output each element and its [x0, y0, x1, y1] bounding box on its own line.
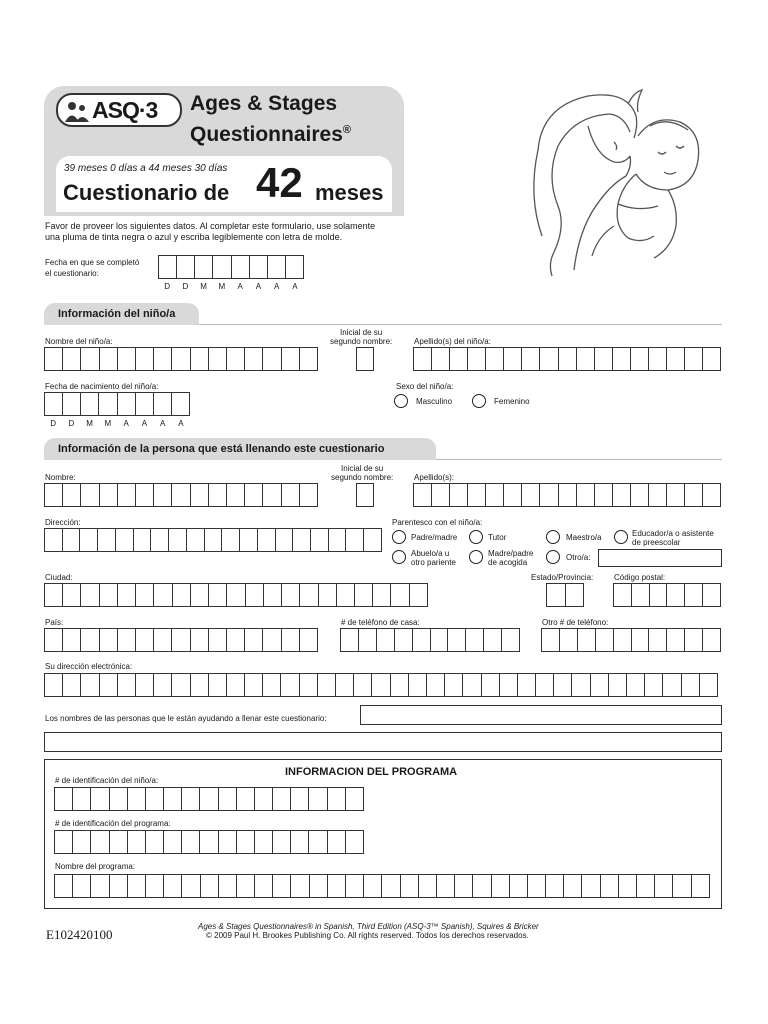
rel-foster-label-1: Madre/padre [488, 549, 534, 558]
state-field[interactable] [546, 583, 584, 607]
email-label: Su dirección electrónica: [45, 662, 133, 671]
completion-date-label-1: Fecha en que se completó [45, 258, 140, 267]
asq-logo [56, 93, 182, 127]
format-letter: A [255, 282, 262, 291]
format-letter: A [178, 419, 184, 428]
address-label: Dirección: [45, 518, 81, 527]
city-field[interactable] [44, 583, 428, 607]
child-birth-field[interactable] [44, 392, 190, 416]
rel-grandparent-radio[interactable] [392, 550, 406, 564]
rel-educator-radio[interactable] [614, 530, 628, 544]
format-letter: A [273, 282, 280, 291]
completion-date-field[interactable] [158, 255, 304, 279]
footer-code: E102420100 [46, 927, 113, 942]
child-sex-label: Sexo del niño/a: [396, 382, 454, 391]
format-letter: M [218, 282, 226, 291]
person-initial-field[interactable] [356, 483, 374, 507]
program-name-label: Nombre del programa: [55, 862, 136, 871]
rel-parent-radio[interactable] [392, 530, 406, 544]
format-letter: A [292, 282, 298, 291]
sex-female-radio[interactable] [472, 394, 486, 408]
person-section-title: Información de la persona que está llenando este cuestionario [44, 438, 436, 460]
intro-line-2: una pluma de tinta negra o azul y escriba legiblemente con letra de molde. [45, 232, 343, 242]
person-name-field[interactable] [44, 483, 318, 507]
format-letter: M [104, 419, 112, 428]
address-field[interactable] [44, 528, 382, 552]
home-phone-label: # de teléfono de casa: [341, 618, 420, 627]
sex-male-label: Masculino [416, 397, 453, 406]
format-letter: D [164, 282, 171, 291]
registered-mark: ® [342, 124, 351, 136]
rel-foster-label-2: de acogida [488, 558, 528, 567]
rel-tutor-label: Tutor [488, 533, 507, 542]
child-first-name-label: Nombre del niño/a: [45, 337, 113, 346]
child-initial-label-2: segundo nombre: [330, 337, 393, 346]
other-phone-label: Otro # de teléfono: [542, 618, 609, 627]
age-range: 39 meses 0 días a 44 meses 30 días [64, 163, 228, 174]
city-label: Ciudad: [45, 573, 73, 582]
rel-educator-label-1: Educador/a o asistente [632, 529, 714, 538]
rel-teacher-label: Maestro/a [566, 533, 602, 542]
zip-label: Código postal: [614, 573, 666, 582]
intro-line-1: Favor de proveer los siguientes datos. Al completar este formulario, use solamente [45, 221, 376, 231]
format-letter: A [123, 419, 129, 428]
child-first-name-field[interactable] [44, 347, 318, 371]
rel-grandparent-label-1: Abuelo/a u [411, 549, 450, 558]
format-letter: M [86, 419, 93, 428]
helpers-field-2[interactable] [44, 732, 722, 752]
country-field[interactable] [44, 628, 318, 652]
email-field[interactable] [44, 673, 718, 697]
person-last-name-label: Apellido(s): [414, 473, 455, 482]
child-initial-label-1: Inicial de su [340, 328, 383, 337]
rel-other-label: Otro/a: [566, 553, 591, 562]
helpers-field-1[interactable] [360, 705, 722, 725]
rel-teacher-radio[interactable] [546, 530, 560, 544]
rel-parent-label: Padre/madre [411, 533, 458, 542]
program-section-title: INFORMACION DEL PROGRAMA [285, 766, 458, 778]
relationship-label: Parentesco con el niño/a: [392, 518, 483, 527]
program-id-label: # de identificación del programa: [55, 819, 171, 828]
completion-date-label-2: el cuestionario: [45, 269, 99, 278]
rel-educator-label-2: de preescolar [632, 538, 681, 547]
person-initial-label-1: Inicial de su [341, 464, 384, 473]
format-letter: D [68, 419, 75, 428]
child-last-name-label: Apellido(s) del niño/a: [414, 337, 491, 346]
cuestionario-suffix: meses [315, 180, 384, 205]
person-last-name-field[interactable] [413, 483, 721, 507]
person-name-label: Nombre: [45, 473, 76, 482]
rel-foster-radio[interactable] [469, 550, 483, 564]
footer-credit-line-2: © 2009 Paul H. Brookes Publishing Co. All rights reserved. Todos los derechos reservados. [206, 931, 529, 940]
format-letter: A [237, 282, 243, 291]
format-letter: D [50, 419, 57, 428]
sex-female-label: Femenino [494, 397, 530, 406]
format-letter: D [182, 282, 189, 291]
logo-text: ASQ·3 [92, 97, 158, 123]
completion-date-format [158, 282, 304, 291]
child-last-name-field[interactable] [413, 347, 721, 371]
title-line-1: Ages & Stages [190, 92, 338, 115]
other-phone-field[interactable] [541, 628, 721, 652]
title-line-2-text: Questionnaires [190, 123, 343, 146]
rel-tutor-radio[interactable] [469, 530, 483, 544]
age-number: 42 [256, 159, 303, 206]
format-letter: A [159, 419, 166, 428]
child-id-label: # de identificación del niño/a: [55, 776, 159, 785]
title-line-2 [190, 118, 351, 147]
footer-credit-line-1: Ages & Stages Questionnaires® in Spanish, Third Edition (ASQ-3™ Spanish), Squires & Bricker [198, 922, 539, 931]
child-section-title: Información del niño/a [44, 303, 199, 325]
cuestionario-prefix: Cuestionario de [63, 180, 230, 205]
person-initial-label-2: segundo nombre: [331, 473, 394, 482]
mother-baby-illustration [518, 86, 722, 278]
format-letter: A [141, 419, 148, 428]
format-letter: M [200, 282, 207, 291]
program-name-field[interactable] [54, 874, 710, 898]
state-label: Estado/Provincia: [531, 573, 594, 582]
family-icon [64, 99, 90, 123]
child-initial-field[interactable] [356, 347, 374, 371]
program-id-field[interactable] [54, 830, 364, 854]
birth-date-format [44, 419, 190, 428]
sex-male-radio[interactable] [394, 394, 408, 408]
helpers-label: Los nombres de las personas que le están ayudando a llenar este cuestionario: [45, 714, 327, 723]
rel-other-field[interactable] [598, 549, 722, 567]
child-id-field[interactable] [54, 787, 364, 811]
rel-grandparent-label-2: otro pariente [411, 558, 456, 567]
home-phone-field[interactable] [340, 628, 520, 652]
zip-field[interactable] [613, 583, 721, 607]
child-birth-label: Fecha de nacimiento del niño/a: [45, 382, 159, 391]
rel-other-radio[interactable] [546, 550, 560, 564]
country-label: País: [45, 618, 64, 627]
